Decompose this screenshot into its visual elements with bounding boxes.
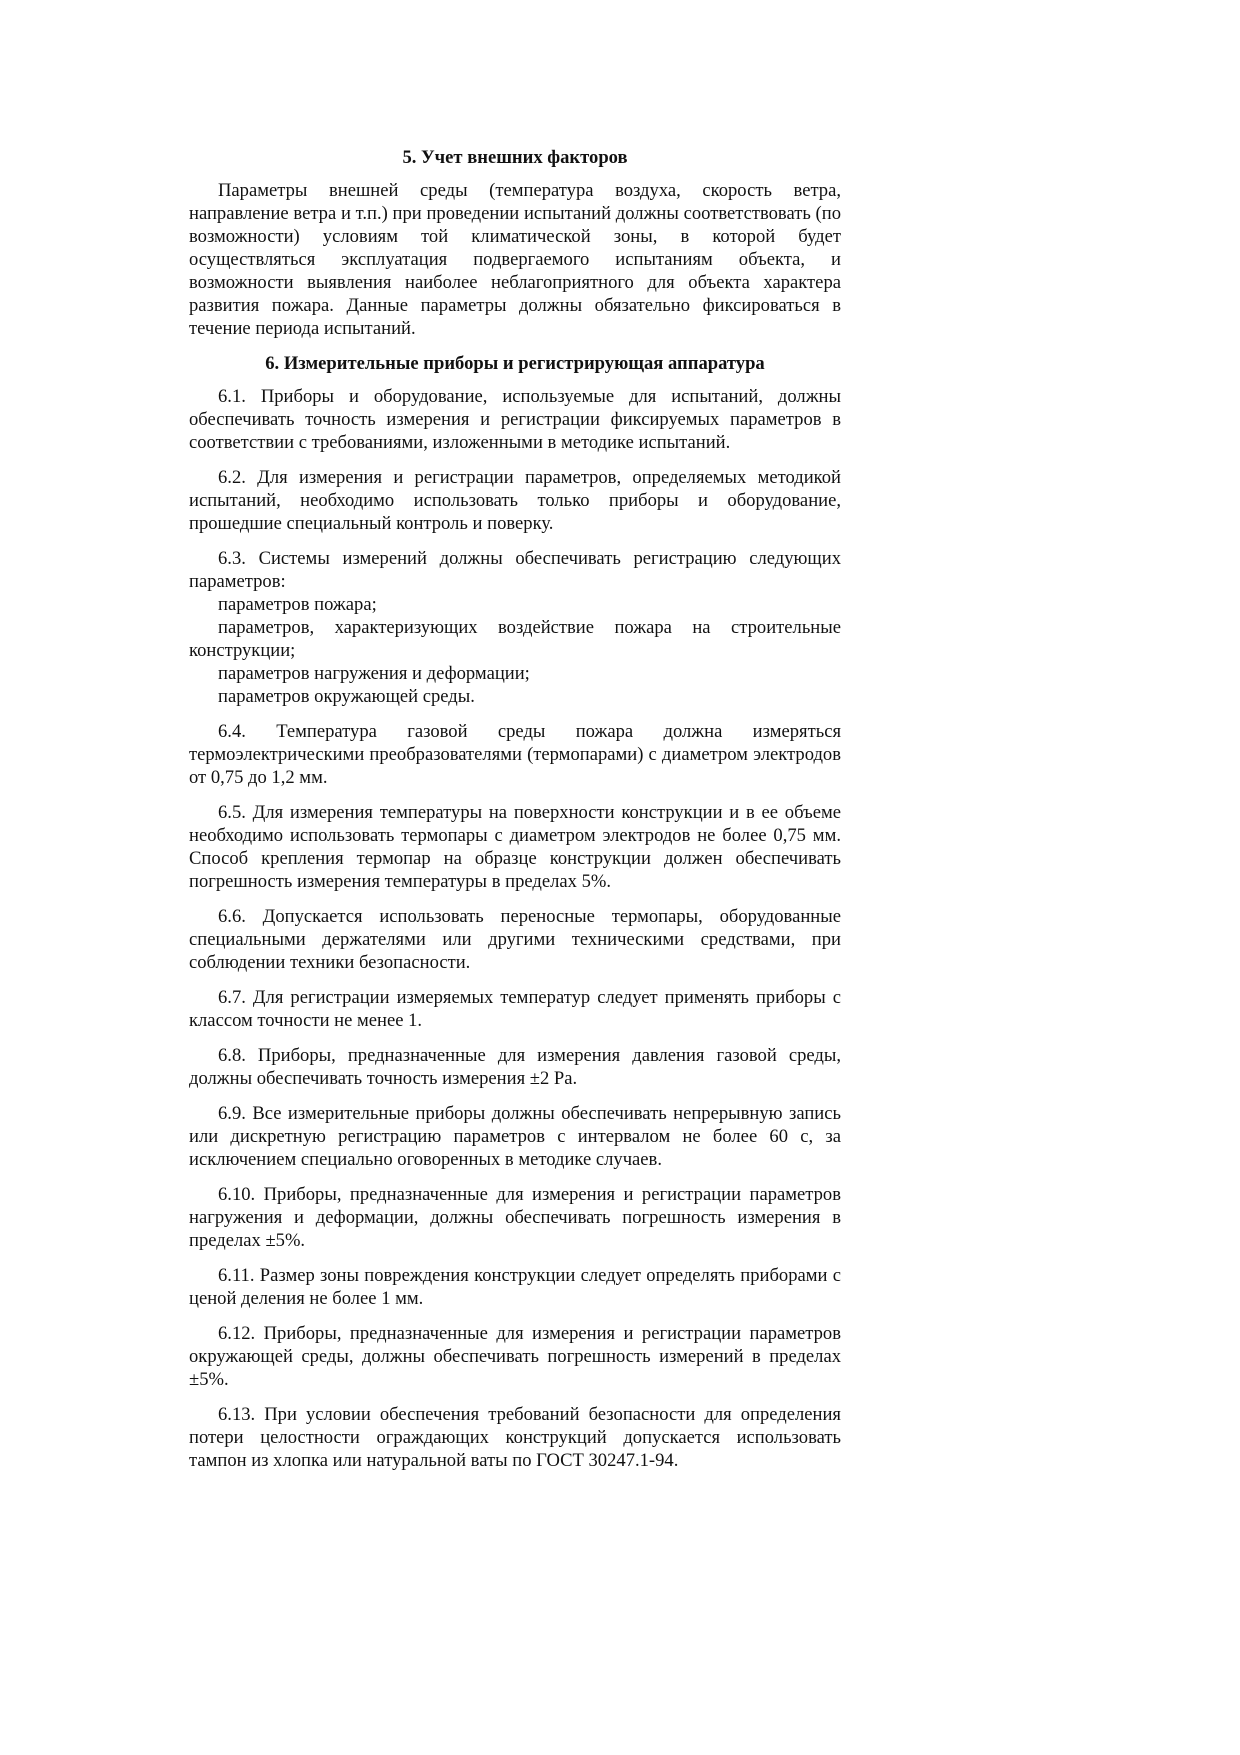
document-page	[189, 146, 841, 1484]
paragraph-6-13: 6.13. При условии обеспечения требований безопасности для определения потери целостности ограждающих конструкций допускается использовать тампон из хлопка или натуральной ваты по ГОСТ 30247.1-94.	[189, 1404, 841, 1471]
section-5-paragraph: Параметры внешней среды (температура воздуха, скорость ветра, направление ветра и т.п.) при проведении испытаний должны соответствовать (по возможности) условиям той климатической зоны, в которой будет осуществляться эксплуатация подвергаемого испытаниям объекта, и возможности выявления наиболее неблагоприятного для объекта характера развития пожара. Данные параметры должны обязательно фиксироваться в течение периода испытаний.	[189, 180, 841, 339]
paragraph-6-8: 6.8. Приборы, предназначенные для измерения давления газовой среды, должны обеспечивать точность измерения ±2 Pa.	[189, 1045, 841, 1089]
list-item: параметров, характеризующих воздействие пожара на строительные конструкции;	[189, 617, 841, 661]
paragraph-6-1: 6.1. Приборы и оборудование, используемые для испытаний, должны обеспечивать точность измерения и регистрации фиксируемых параметров в соответствии с требованиями, изложенными в методике испытаний.	[189, 386, 841, 453]
section-6-heading: 6. Измерительные приборы и регистрирующая аппаратура	[265, 353, 765, 374]
paragraph-6-10: 6.10. Приборы, предназначенные для измерения и регистрации параметров нагружения и деформации, должны обеспечивать погрешность измерения в пределах ±5%.	[189, 1184, 841, 1251]
paragraph-6-11: 6.11. Размер зоны повреждения конструкции следует определять приборами с ценой деления не более 1 мм.	[189, 1265, 841, 1309]
list-item: параметров нагружения и деформации;	[218, 663, 530, 684]
paragraph-6-12: 6.12. Приборы, предназначенные для измерения и регистрации параметров окружающей среды, должны обеспечивать погрешность измерений в пределах ±5%.	[189, 1323, 841, 1390]
section-5-heading: 5. Учет внешних факторов	[402, 147, 628, 168]
list-item: параметров окружающей среды.	[218, 686, 475, 707]
paragraph-6-3-block	[189, 547, 841, 708]
paragraph-6-4: 6.4. Температура газовой среды пожара должна измеряться термоэлектрическими преобразователями (термопарами) с диаметром электродов от 0,75 до 1,2 мм.	[189, 721, 841, 788]
list-item: параметров пожара;	[218, 594, 377, 615]
paragraph-6-5: 6.5. Для измерения температуры на поверхности конструкции и в ее объеме необходимо использовать термопары с диаметром электродов не более 0,75 мм. Способ крепления термопар на образце конструкции должен обеспечивать погрешность измерения температуры в пределах 5%.	[189, 802, 841, 892]
paragraph-6-7: 6.7. Для регистрации измеряемых температур следует применять приборы с классом точности не менее 1.	[189, 987, 841, 1031]
paragraph-6-2: 6.2. Для измерения и регистрации параметров, определяемых методикой испытаний, необходимо использовать только приборы и оборудование, прошедшие специальный контроль и поверку.	[189, 467, 841, 534]
paragraph-6-9: 6.9. Все измерительные приборы должны обеспечивать непрерывную запись или дискретную регистрацию параметров с интервалом не более 60 с, за исключением специально оговоренных в методике случаев.	[189, 1103, 841, 1170]
paragraph-6-6: 6.6. Допускается использовать переносные термопары, оборудованные специальными держателями или другими техническими средствами, при соблюдении техники безопасности.	[189, 906, 841, 973]
paragraph-6-3: 6.3. Системы измерений должны обеспечивать регистрацию следующих параметров:	[189, 548, 841, 592]
